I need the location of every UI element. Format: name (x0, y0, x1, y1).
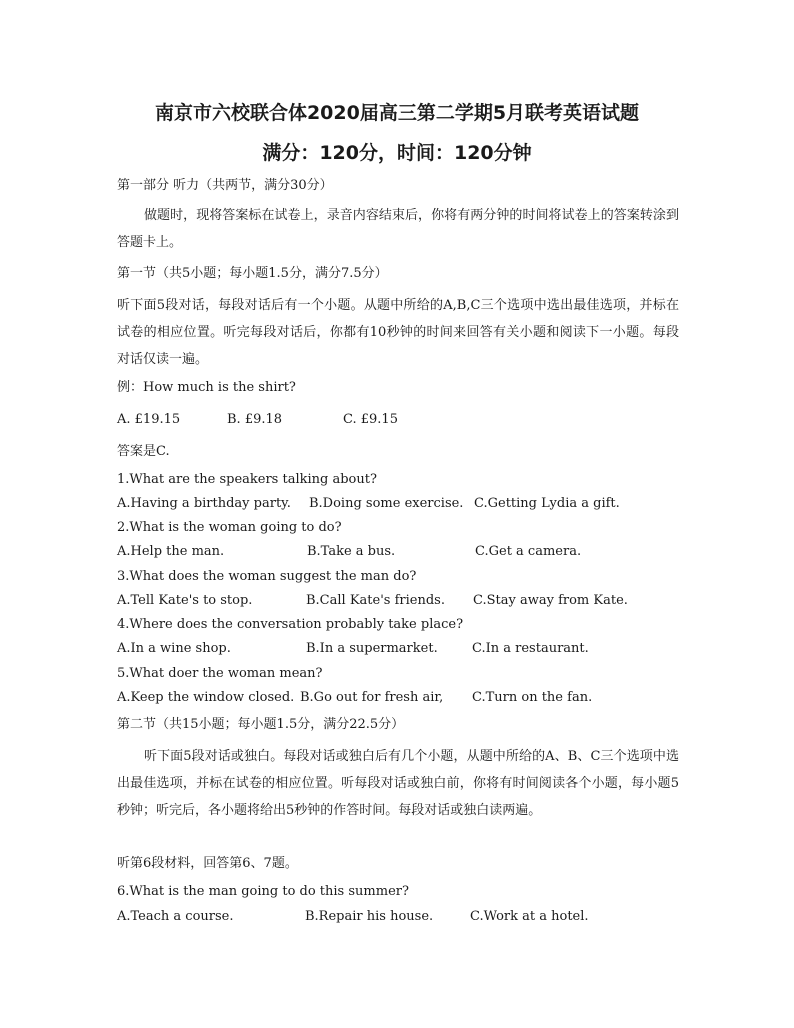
exam-subtitle: 满分：120分，时间：120分钟 (262, 142, 532, 164)
question-1: 1.What are the speakers talking about? (117, 472, 377, 487)
q4-option-a: A.In a wine shop. (117, 641, 231, 656)
example-option-c: C. £9.15 (343, 412, 398, 427)
question-5: 5.What doer the woman mean? (117, 666, 323, 681)
section2-instructions: 听下面5段对话或独白。每段对话或独白后有几个小题，从题中所给的A、B、C三个选项中选出最佳选项，并标在试卷的相应位置。听每段对话或独白前，你将有时间阅读各个小题，每小题5秒钟；听完后，各小题将给出5秒钟的作答时间。每段对话或独白读两遍。 (117, 749, 679, 818)
example-answer: 答案是C. (117, 444, 170, 459)
q1-option-b: B.Doing some exercise. (309, 496, 464, 511)
q3-option-c: C.Stay away from Kate. (473, 593, 628, 608)
part1-heading: 第一部分 听力（共两节，满分30分） (117, 178, 333, 193)
q1-option-c: C.Getting Lydia a gift. (474, 496, 620, 511)
q2-option-b: B.Take a bus. (307, 544, 396, 559)
part1-instructions: 做题时，现将答案标在试卷上，录音内容结束后，你将有两分钟的时间将试卷上的答案转涂到答题卡上。 (117, 208, 679, 250)
q6-option-c: C.Work at a hotel. (470, 909, 589, 924)
question-3: 3.What does the woman suggest the man do? (117, 569, 417, 584)
example-question: 例：How much is the shirt? (117, 380, 296, 395)
q4-option-c: C.In a restaurant. (472, 641, 589, 656)
q6-option-b: B.Repair his house. (305, 909, 434, 924)
q3-option-b: B.Call Kate's friends. (306, 593, 445, 608)
q5-option-b: B.Go out for fresh air, (300, 690, 444, 705)
q5-option-a: A.Keep the window closed. (117, 690, 295, 705)
q6-option-a: A.Teach a course. (117, 909, 234, 924)
q2-option-c: C.Get a camera. (475, 544, 582, 559)
q2-option-a: A.Help the man. (117, 544, 225, 559)
example-option-b: B. £9.18 (227, 412, 283, 427)
material-note: 听第6段材料，回答第6、7题。 (117, 856, 298, 871)
question-2: 2.What is the woman going to do? (117, 520, 342, 535)
question-4: 4.Where does the conversation probably take place? (117, 617, 464, 632)
q3-option-a: A.Tell Kate's to stop. (117, 593, 253, 608)
exam-title: 南京市六校联合体2020届高三第二学期5月联考英语试题 (154, 102, 640, 124)
q5-option-c: C.Turn on the fan. (472, 690, 593, 705)
section2-heading: 第二节（共15小题；每小题1.5分，满分22.5分） (117, 717, 405, 732)
section1-heading: 第一节（共5小题；每小题1.5分，满分7.5分） (117, 266, 388, 281)
example-option-a: A. £19.15 (117, 412, 181, 427)
q4-option-b: B.In a supermarket. (306, 641, 438, 656)
section1-instructions: 听下面5段对话，每段对话后有一个小题。从题中所给的A,B,C三个选项中选出最佳选项，并标在试卷的相应位置。听完每段对话后，你都有10秒钟的时间来回答有关小题和阅读下一小题。每段对话仅读一遍。 (117, 298, 679, 367)
q1-option-a: A.Having a birthday party. (117, 496, 291, 511)
question-6: 6.What is the man going to do this summer? (117, 884, 409, 899)
